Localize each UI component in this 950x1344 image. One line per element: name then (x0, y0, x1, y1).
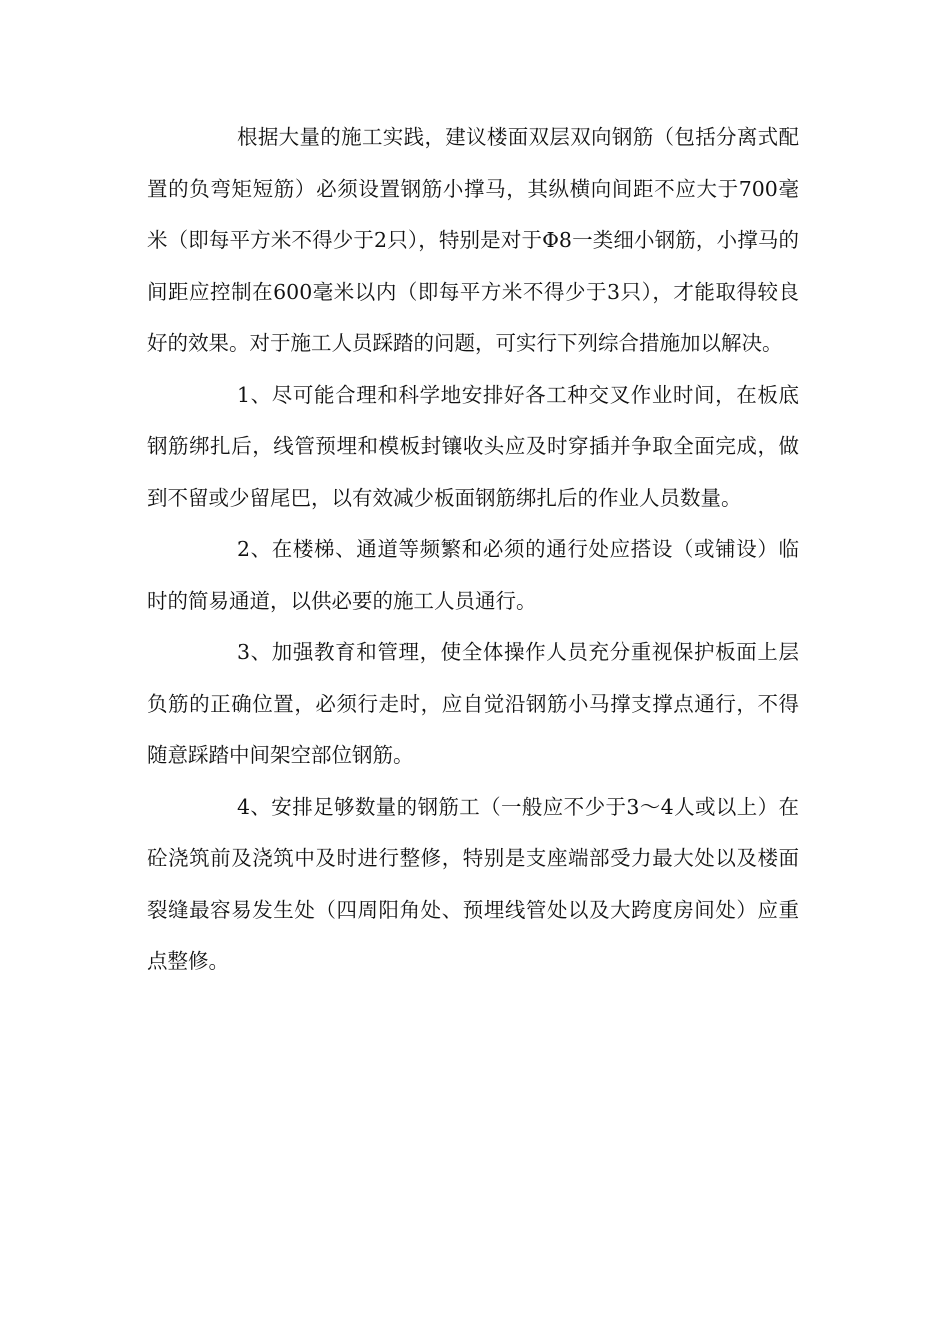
paragraph-measure-4: 4、安排足够数量的钢筋工（一般应不少于3～4人或以上）在砼浇筑前及浇筑中及时进行整修，特别是支座端部受力最大处以及楼面裂缝最容易发生处（四周阳角处、预埋线管处以及大跨度房间处）应重点整修。 (147, 794, 799, 973)
paragraph-measure-3: 3、加强教育和管理，使全体操作人员充分重视保护板面上层负筋的正确位置，必须行走时，应自觉沿钢筋小马撑支撑点通行，不得随意踩踏中间架空部位钢筋。 (147, 640, 799, 767)
document-body (147, 112, 799, 988)
paragraph-measure-1: 1、尽可能合理和科学地安排好各工种交叉作业时间，在板底钢筋绑扎后，线管预埋和模板封镶收头应及时穿插并争取全面完成，做到不留或少留尾巴，以有效减少板面钢筋绑扎后的作业人员数量。 (147, 382, 799, 510)
paragraph-measure-2: 2、在楼梯、通道等频繁和必须的通行处应搭设（或铺设）临时的简易通道，以供必要的施工人员通行。 (147, 537, 799, 613)
paragraph-intro: 根据大量的施工实践，建议楼面双层双向钢筋（包括分离式配置的负弯矩短筋）必须设置钢筋小撑马，其纵横向间距不应大于700毫米（即每平方米不得少于2只），特别是对于Φ8一类细小钢筋，小撑马的间距应控制在600毫米以内（即每平方米不得少于3只），才能取得较良好的效果。对于施工人员踩踏的问题，可实行下列综合措施加以解决。 (147, 125, 799, 355)
